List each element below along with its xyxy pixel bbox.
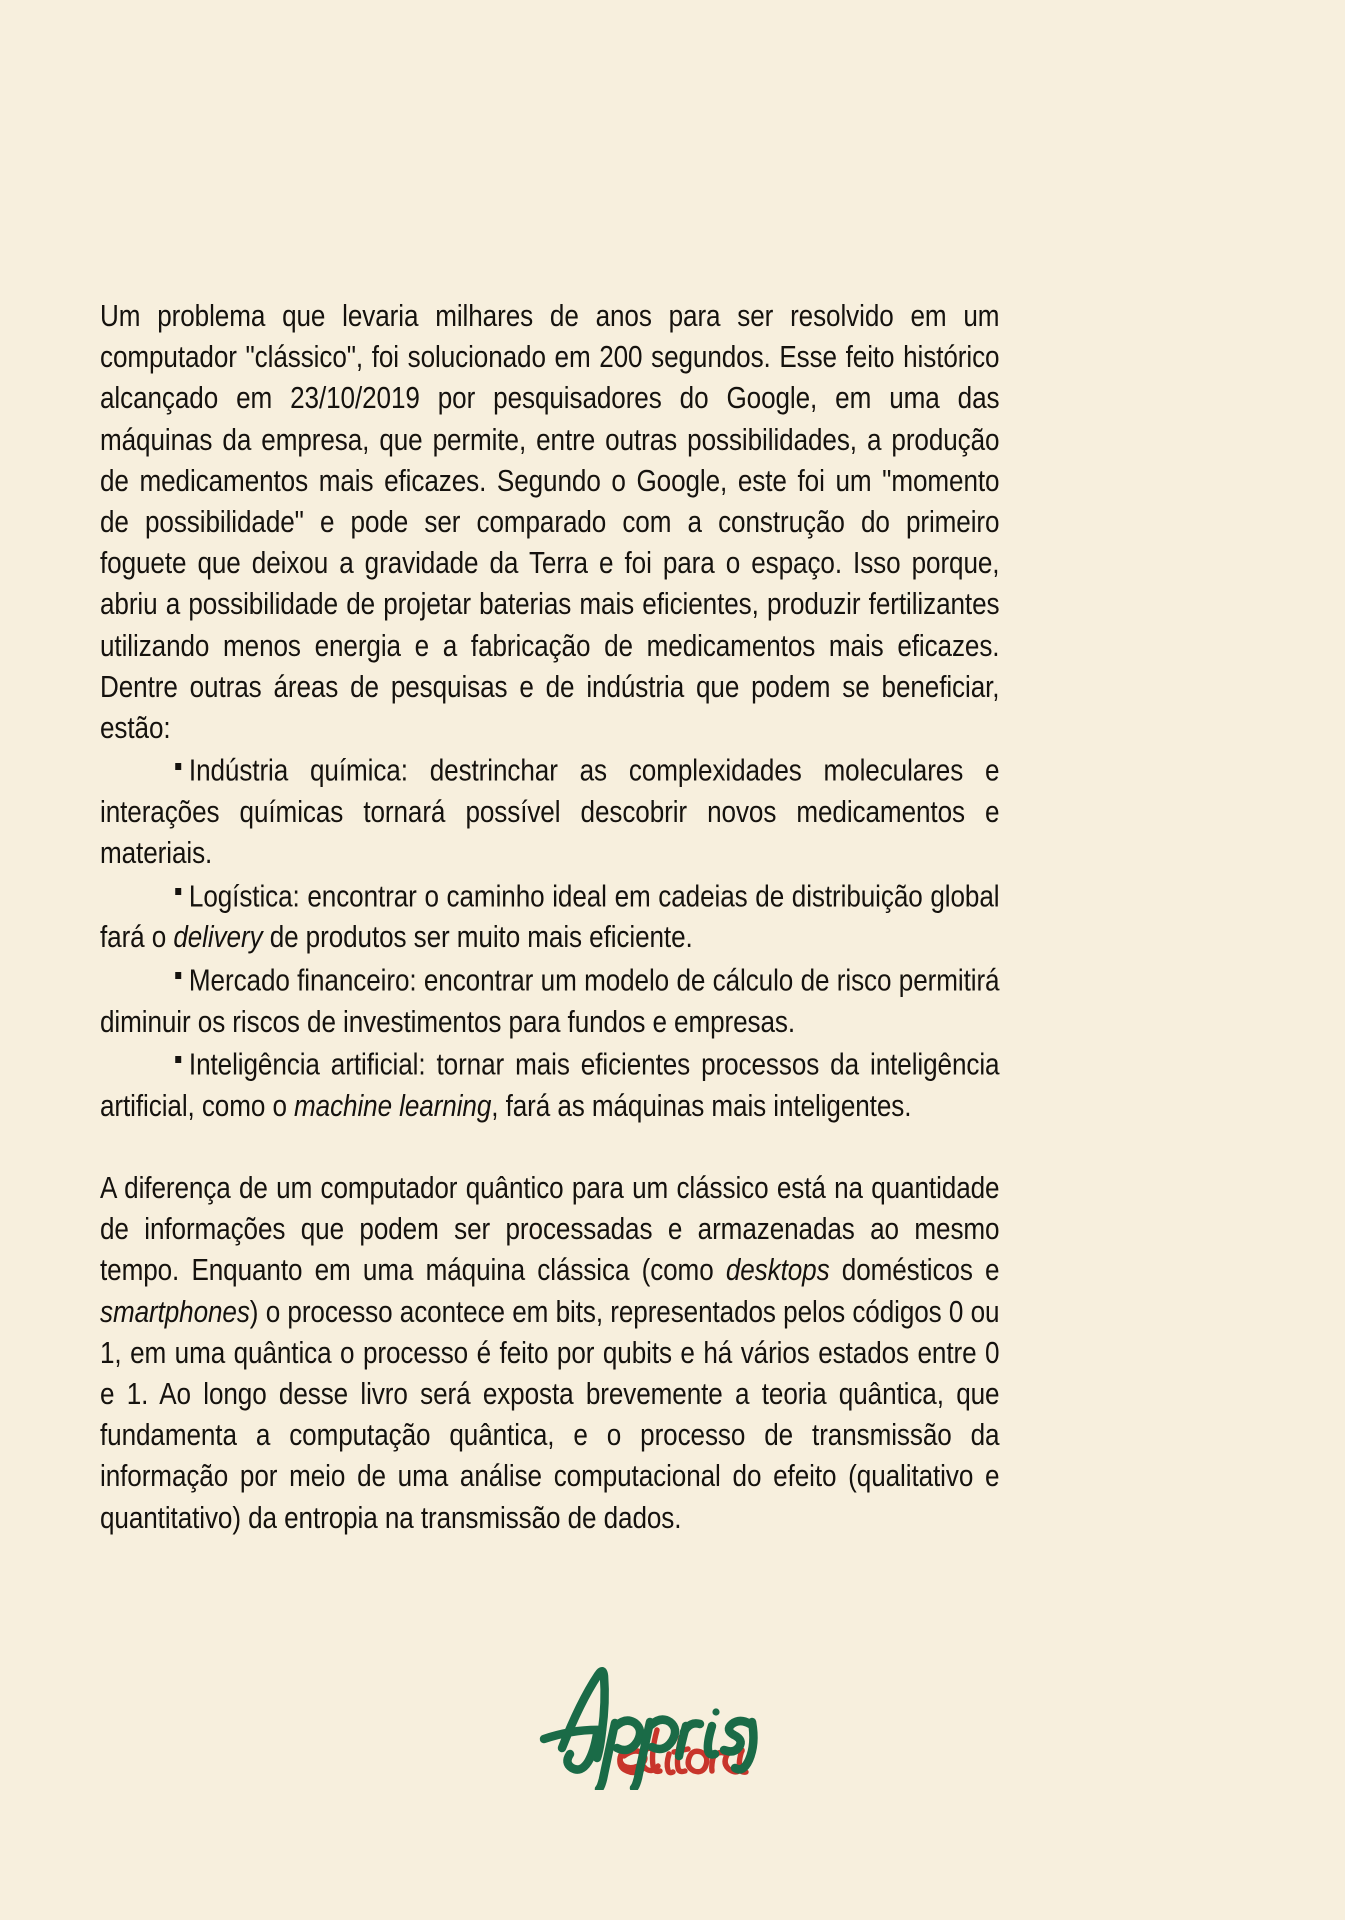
list-item-text-tail: de produtos ser muito mais eficiente.	[262, 920, 693, 955]
list-item	[100, 959, 999, 1043]
list-item-text-tail: , fará as máquinas mais inteligentes.	[491, 1088, 912, 1123]
list-item	[100, 749, 999, 874]
square-bullet-icon	[175, 1043, 181, 1074]
square-bullet-icon	[175, 749, 181, 780]
list-item-text: Mercado financeiro: encontrar um modelo de cálculo de risco permitirá diminuir os riscos de investimentos para fundos e empresas.	[100, 963, 1000, 1039]
paragraph-emphasis-smartphones: smartphones	[100, 1294, 250, 1329]
list-item-text: Logística: encontrar o caminho ideal em cadeias de distribuição global fará o	[100, 879, 1000, 955]
list-item	[100, 1043, 999, 1127]
appris-editora-logo	[520, 1630, 820, 1790]
body-text-block	[100, 296, 999, 1539]
paragraph-conclusion	[100, 1168, 999, 1539]
paragraph-conclusion-part-3: ) o processo acontece em bits, representados pelos códigos 0 ou 1, em uma quântica o processo é feito por qubits e há vários estados entre 0 e 1. Ao longo desse livro será exposta brevemente a teoria quântica, que fundamenta a computação quântica, e o processo de transmissão da informação por meio de uma análise computacional do efeito (qualitativo e quantitativo) da entropia na transmissão de dados.	[100, 1294, 1000, 1535]
paragraph-intro: Um problema que levaria milhares de anos para ser resolvido em um computador "clássico", foi solucionado em 200 segundos. Esse feito histórico alcançado em 23/10/2019 por pesquisadores do Google, em uma das máquinas da empresa, que permite, entre outras possibilidades, a produção de medicamentos mais eficazes. Segundo o Google, este foi um "momento de possibilidade" e pode ser comparado com a construção do primeiro foguete que deixou a gravidade da Terra e foi para o espaço. Isso porque, abriu a possibilidade de projetar baterias mais eficientes, produzir fertilizantes utilizando menos energia e a fabricação de medicamentos mais eficazes. Dentre outras áreas de pesquisas e de indústria que podem se beneficiar, estão:	[100, 299, 1000, 746]
list-item-emphasis: machine learning	[294, 1088, 492, 1123]
list-item-text: Indústria química: destrinchar as complexidades moleculares e interações químicas tornará possível descobrir novos medicamentos e materiais.	[100, 753, 1000, 871]
square-bullet-icon	[175, 875, 181, 906]
paragraph-spacer	[100, 1127, 999, 1168]
paragraph-conclusion-part-2: domésticos e	[829, 1253, 1000, 1288]
text-column	[100, 296, 1000, 1539]
paragraph-emphasis-desktops: desktops	[725, 1253, 830, 1288]
square-bullet-icon	[175, 959, 181, 990]
list-item-text: Inteligência artificial: tornar mais eficientes processos da inteligência artificial, como o	[100, 1047, 1000, 1123]
list-item-emphasis: delivery	[173, 920, 263, 955]
paragraph-conclusion-part-1: A diferença de um computador quântico para um clássico está na quantidade de informações que podem ser processadas e armazenadas ao mesmo tempo. Enquanto em uma máquina clássica (como	[100, 1171, 1000, 1288]
list-item	[100, 875, 999, 959]
bullet-list	[100, 749, 999, 1127]
